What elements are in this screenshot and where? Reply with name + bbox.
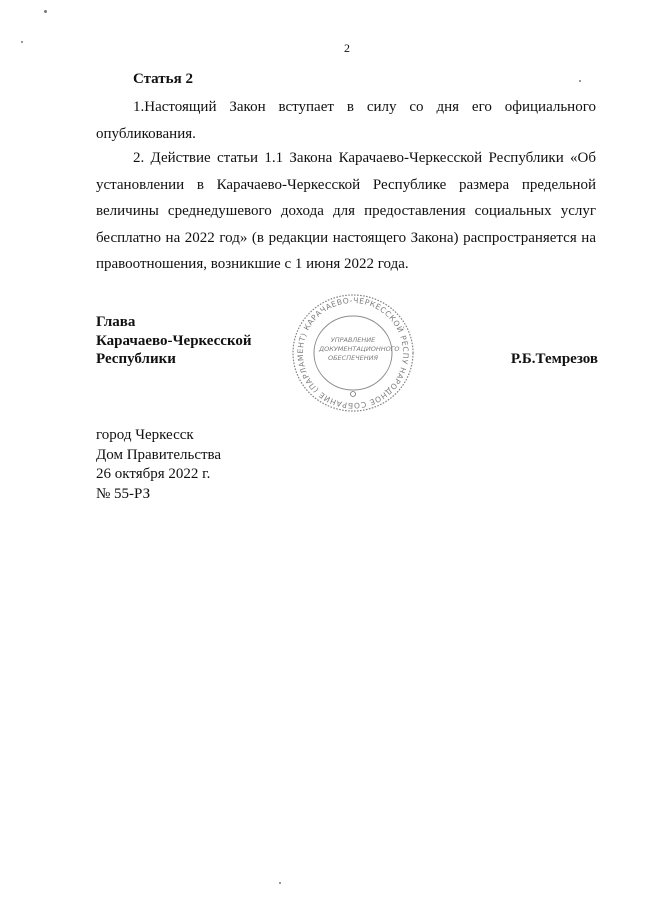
place-line: Дом Правительства	[96, 446, 222, 463]
signature-title-line: Глава	[96, 314, 136, 330]
official-seal	[288, 290, 418, 416]
article-heading: Статья 2	[133, 71, 193, 87]
scan-speck	[21, 41, 23, 43]
article-paragraph-2: 2. Действие статьи 1.1 Закона Карачаево-Черкесской Республики «Об установлении в Карачаево-Черкесской Республике размера предельной величины среднедушевого дохода для предоставления социальных услуг бесплатно на 2022 год» (в редакции настоящего Закона) распространяется на правоотношения, возникшие с 1 июня 2022 года.	[96, 150, 596, 272]
seal-star-icon	[351, 392, 356, 397]
city-line: город Черкесск	[96, 427, 194, 443]
signature-title-block	[96, 313, 252, 369]
place-date-number-block	[96, 426, 221, 504]
scan-speck	[44, 10, 47, 13]
law-number-line: № 55-РЗ	[96, 485, 151, 502]
date-line: 26 октября 2022 г.	[96, 466, 211, 482]
signature-title-line: Республики	[96, 351, 176, 367]
seal-inner-text: УПРАВЛЕНИЕ ДОКУМЕНТАЦИОННОГО ОБЕСПЕЧЕНИЯ	[319, 336, 400, 362]
page-number: 2	[344, 41, 350, 55]
signature-title-line: Карачаево-Черкесской	[96, 332, 252, 349]
article-paragraph-1: 1.Настоящий Закон вступает в силу со дня его официального опубликования.	[96, 99, 596, 142]
scan-speck	[579, 80, 581, 82]
scan-speck	[279, 882, 281, 884]
signatory-name: Р.Б.Темрезов	[510, 351, 598, 367]
seal-outer-text: НАРОДНОЕ СОБРАНИЕ (ПАРЛАМЕНТ) КАРАЧАЕВО-ЧЕРКЕССКОЙ РЕСПУБЛИКИ	[295, 295, 411, 411]
